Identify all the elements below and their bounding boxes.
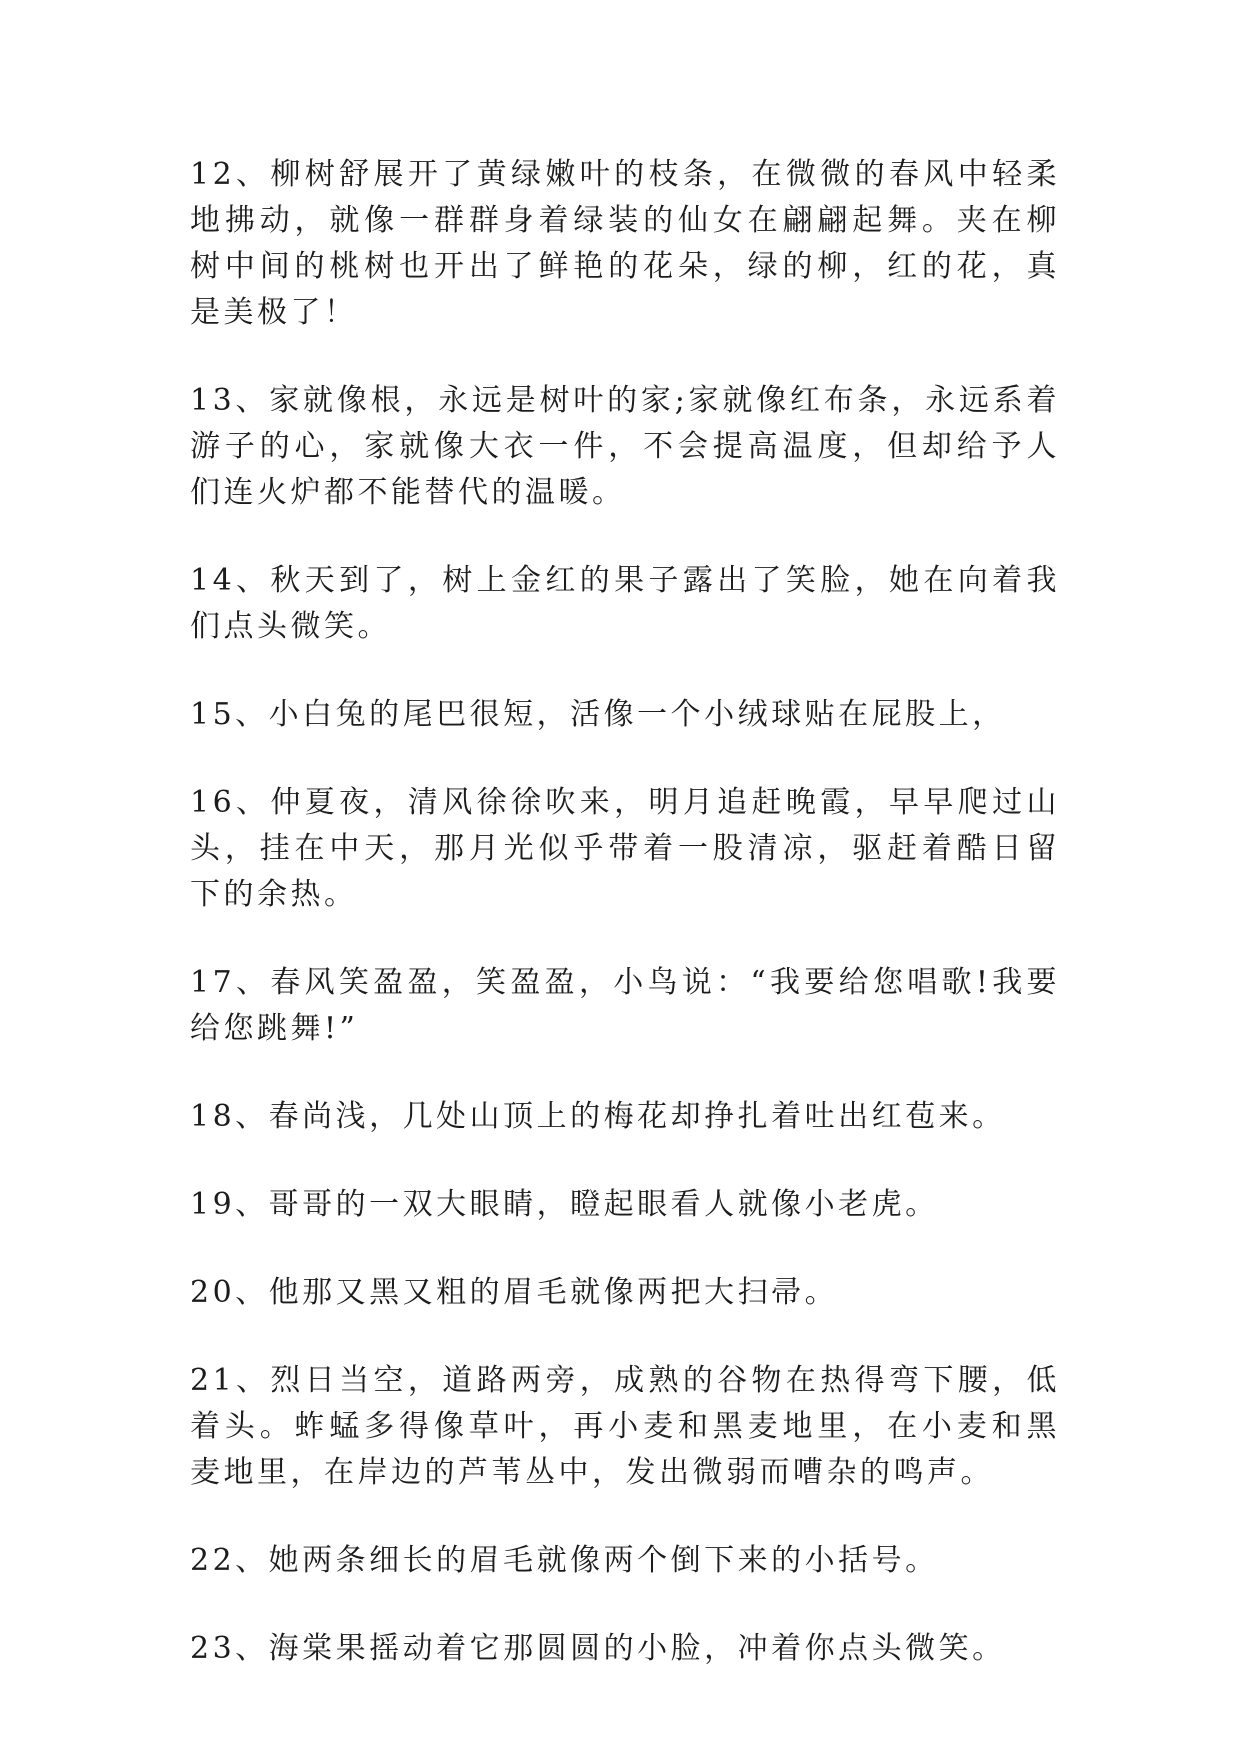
paragraph-15: 15、小白兔的尾巴很短，活像一个小绒球贴在屁股上， bbox=[190, 697, 1006, 732]
paragraph-21: 21、烈日当空，道路两旁，成熟的谷物在热得弯下腰，低着头。蚱蜢多得像草叶，再小麦和黑麦地里，在小麦和黑麦地里，在岸边的芦苇丛中，发出微弱而嘈杂的鸣声。 bbox=[190, 1363, 1060, 1490]
paragraph-19: 19、哥哥的一双大眼睛，瞪起眼看人就像小老虎。 bbox=[190, 1187, 939, 1222]
paragraph-23: 23、海棠果摇动着它那圆圆的小脸，冲着你点头微笑。 bbox=[190, 1631, 1006, 1666]
paragraph-12: 12、柳树舒展开了黄绿嫩叶的枝条，在微微的春风中轻柔地拂动，就像一群群身着绿装的仙女在翩翩起舞。夹在柳树中间的桃树也开出了鲜艳的花朵，绿的柳，红的花，真是美极了！ bbox=[190, 157, 1060, 330]
paragraph-14: 14、秋天到了，树上金红的果子露出了笑脸，她在向着我们点头微笑。 bbox=[190, 563, 1060, 644]
paragraph-20: 20、他那又黑又粗的眉毛就像两把大扫帚。 bbox=[190, 1275, 839, 1310]
paragraph-13: 13、家就像根，永远是树叶的家;家就像红布条，永远系着游子的心，家就像大衣一件，不会提高温度，但却给予人们连火炉都不能替代的温暖。 bbox=[190, 383, 1060, 510]
paragraph-22: 22、她两条细长的眉毛就像两个倒下来的小括号。 bbox=[190, 1543, 939, 1578]
paragraph-17: 17、春风笑盈盈，笑盈盈，小鸟说：“我要给您唱歌!我要给您跳舞!” bbox=[190, 965, 1060, 1046]
paragraph-18: 18、春尚浅，几处山顶上的梅花却挣扎着吐出红苞来。 bbox=[190, 1099, 1006, 1134]
paragraph-16: 16、仲夏夜，清风徐徐吹来，明月追赶晚霞，早早爬过山头，挂在中天，那月光似乎带着一股清凉，驱赶着酷日留下的余热。 bbox=[190, 785, 1060, 912]
document-body bbox=[190, 152, 1060, 1714]
